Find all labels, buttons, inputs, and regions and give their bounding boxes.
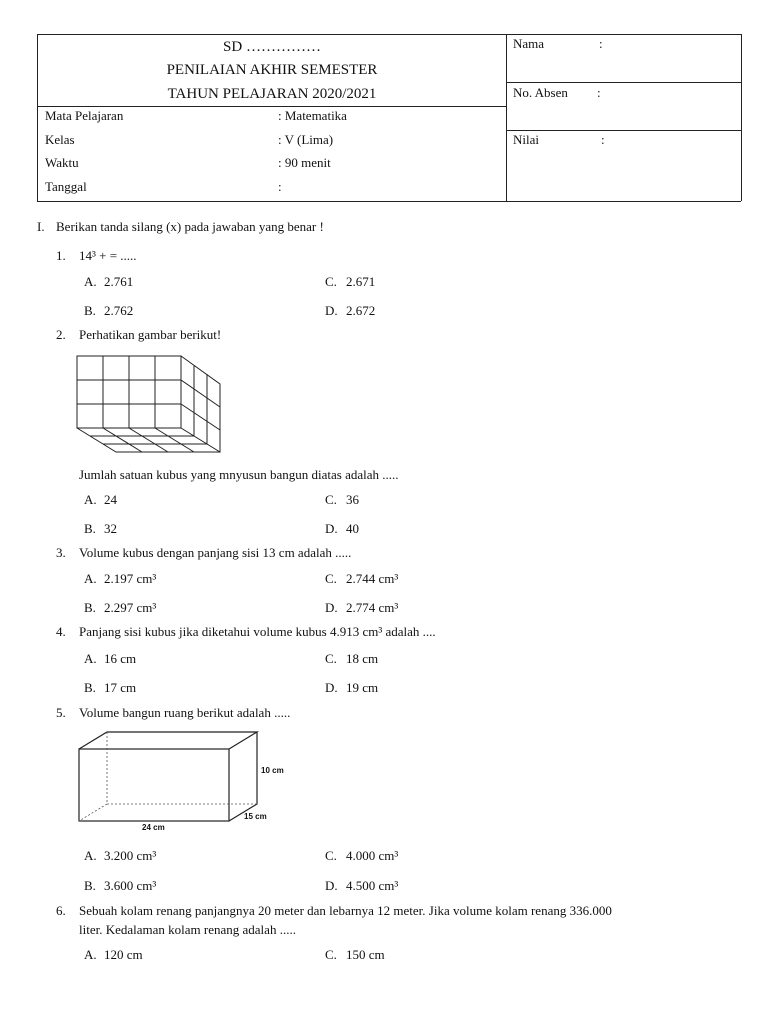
q5-option-b[interactable]: 3.600 cm³ bbox=[104, 878, 157, 893]
q5-number: 5. bbox=[56, 705, 66, 720]
q3-option-d[interactable]: 2.774 cm³ bbox=[346, 600, 399, 615]
info-label-date: Tanggal bbox=[45, 179, 87, 194]
q6-text-line2: liter. Kedalaman kolam renang adalah ..... bbox=[79, 922, 296, 937]
q1-option-b[interactable]: 2.762 bbox=[104, 303, 134, 318]
q6-option-a[interactable]: 120 cm bbox=[104, 947, 143, 962]
q6-number: 6. bbox=[56, 903, 66, 918]
q2-option-d-letter: D. bbox=[325, 521, 338, 536]
table-border-bottom bbox=[37, 201, 741, 202]
height-label: 10 cm bbox=[261, 766, 284, 775]
q1-option-d-letter: D. bbox=[325, 303, 338, 318]
exam-title: PENILAIAN AKHIR SEMESTER bbox=[166, 62, 378, 78]
q3-option-b[interactable]: 2.297 cm³ bbox=[104, 600, 157, 615]
q2-option-a[interactable]: 24 bbox=[104, 492, 117, 507]
student-score-label: Nilai bbox=[513, 132, 539, 147]
q3-option-a[interactable]: 2.197 cm³ bbox=[104, 571, 157, 586]
q1-option-a[interactable]: 2.761 bbox=[104, 274, 134, 289]
q3-option-c[interactable]: 2.744 cm³ bbox=[346, 571, 399, 586]
q3-option-c-letter: C. bbox=[325, 571, 337, 586]
q5-option-c-letter: C. bbox=[325, 848, 337, 863]
student-absen-label: No. Absen bbox=[513, 85, 568, 100]
q2-option-b[interactable]: 32 bbox=[104, 521, 117, 536]
student-divider-2 bbox=[506, 130, 741, 131]
q1-number: 1. bbox=[56, 248, 66, 263]
q1-option-c-letter: C. bbox=[325, 274, 337, 289]
academic-year: TAHUN PELAJARAN 2020/2021 bbox=[167, 86, 377, 102]
q2-option-c[interactable]: 36 bbox=[346, 492, 359, 507]
q4-option-c-letter: C. bbox=[325, 651, 337, 666]
q5-option-a[interactable]: 3.200 cm³ bbox=[104, 848, 157, 863]
q4-option-d[interactable]: 19 cm bbox=[346, 680, 379, 695]
student-divider-1 bbox=[506, 82, 741, 83]
q2-option-d[interactable]: 40 bbox=[346, 521, 359, 536]
q5-option-b-letter: B. bbox=[84, 878, 96, 893]
q3-text: Volume kubus dengan panjang sisi 13 cm adalah ..... bbox=[79, 545, 352, 560]
info-value-class: : V (Lima) bbox=[278, 132, 334, 147]
q3-option-d-letter: D. bbox=[325, 600, 338, 615]
q6-option-a-letter: A. bbox=[84, 947, 97, 962]
q4-option-c[interactable]: 18 cm bbox=[346, 651, 379, 666]
section-number: I. bbox=[37, 219, 45, 234]
q2-option-a-letter: A. bbox=[84, 492, 97, 507]
student-absen-colon: : bbox=[597, 85, 601, 100]
q1-text: 14³ + = ..... bbox=[79, 248, 137, 263]
q4-option-a[interactable]: 16 cm bbox=[104, 651, 137, 666]
q5-text: Volume bangun ruang berikut adalah ..... bbox=[79, 705, 291, 720]
q4-option-b-letter: B. bbox=[84, 680, 96, 695]
q4-number: 4. bbox=[56, 624, 66, 639]
info-value-date: : bbox=[278, 179, 282, 194]
q6-option-c-letter: C. bbox=[325, 947, 337, 962]
student-score-colon: : bbox=[601, 132, 605, 147]
width-label: 15 cm bbox=[244, 812, 267, 821]
q5-option-d[interactable]: 4.500 cm³ bbox=[346, 878, 399, 893]
table-border-top bbox=[37, 34, 741, 35]
q4-text: Panjang sisi kubus jika diketahui volume kubus 4.913 cm³ adalah .... bbox=[79, 624, 436, 639]
q6-text-line1: Sebuah kolam renang panjangnya 20 meter dan lebarnya 12 meter. Jika volume kolam renang 336.000 bbox=[79, 903, 612, 918]
info-value-time: : 90 menit bbox=[278, 155, 331, 170]
q4-option-d-letter: D. bbox=[325, 680, 338, 695]
cuboid-figure bbox=[76, 729, 296, 835]
table-divider bbox=[506, 34, 507, 201]
section-instruction: Berikan tanda silang (x) pada jawaban yang benar ! bbox=[56, 219, 324, 234]
q3-option-a-letter: A. bbox=[84, 571, 97, 586]
q4-option-a-letter: A. bbox=[84, 651, 97, 666]
info-label-class: Kelas bbox=[45, 132, 75, 147]
q2-number: 2. bbox=[56, 327, 66, 342]
info-value-subject: : Matematika bbox=[278, 108, 347, 123]
q1-option-c[interactable]: 2.671 bbox=[346, 274, 376, 289]
q2-text: Perhatikan gambar berikut! bbox=[79, 327, 222, 342]
q5-option-a-letter: A. bbox=[84, 848, 97, 863]
school-name: SD …………… bbox=[223, 39, 321, 55]
q5-option-d-letter: D. bbox=[325, 878, 338, 893]
cube-stack-figure bbox=[75, 354, 225, 454]
table-border-right bbox=[741, 34, 742, 201]
q6-option-c[interactable]: 150 cm bbox=[346, 947, 385, 962]
q2-option-b-letter: B. bbox=[84, 521, 96, 536]
q5-option-c[interactable]: 4.000 cm³ bbox=[346, 848, 399, 863]
q4-option-b[interactable]: 17 cm bbox=[104, 680, 137, 695]
table-border-left bbox=[37, 34, 38, 201]
q2-subtext: Jumlah satuan kubus yang mnyusun bangun diatas adalah ..... bbox=[79, 467, 399, 482]
length-label: 24 cm bbox=[142, 823, 165, 832]
title-divider bbox=[37, 106, 506, 107]
q1-option-a-letter: A. bbox=[84, 274, 97, 289]
q1-option-b-letter: B. bbox=[84, 303, 96, 318]
student-name-colon: : bbox=[599, 36, 603, 51]
q3-option-b-letter: B. bbox=[84, 600, 96, 615]
q3-number: 3. bbox=[56, 545, 66, 560]
q1-option-d[interactable]: 2.672 bbox=[346, 303, 376, 318]
info-label-time: Waktu bbox=[45, 155, 79, 170]
info-label-subject: Mata Pelajaran bbox=[45, 108, 124, 123]
student-name-label: Nama bbox=[513, 36, 545, 51]
q2-option-c-letter: C. bbox=[325, 492, 337, 507]
